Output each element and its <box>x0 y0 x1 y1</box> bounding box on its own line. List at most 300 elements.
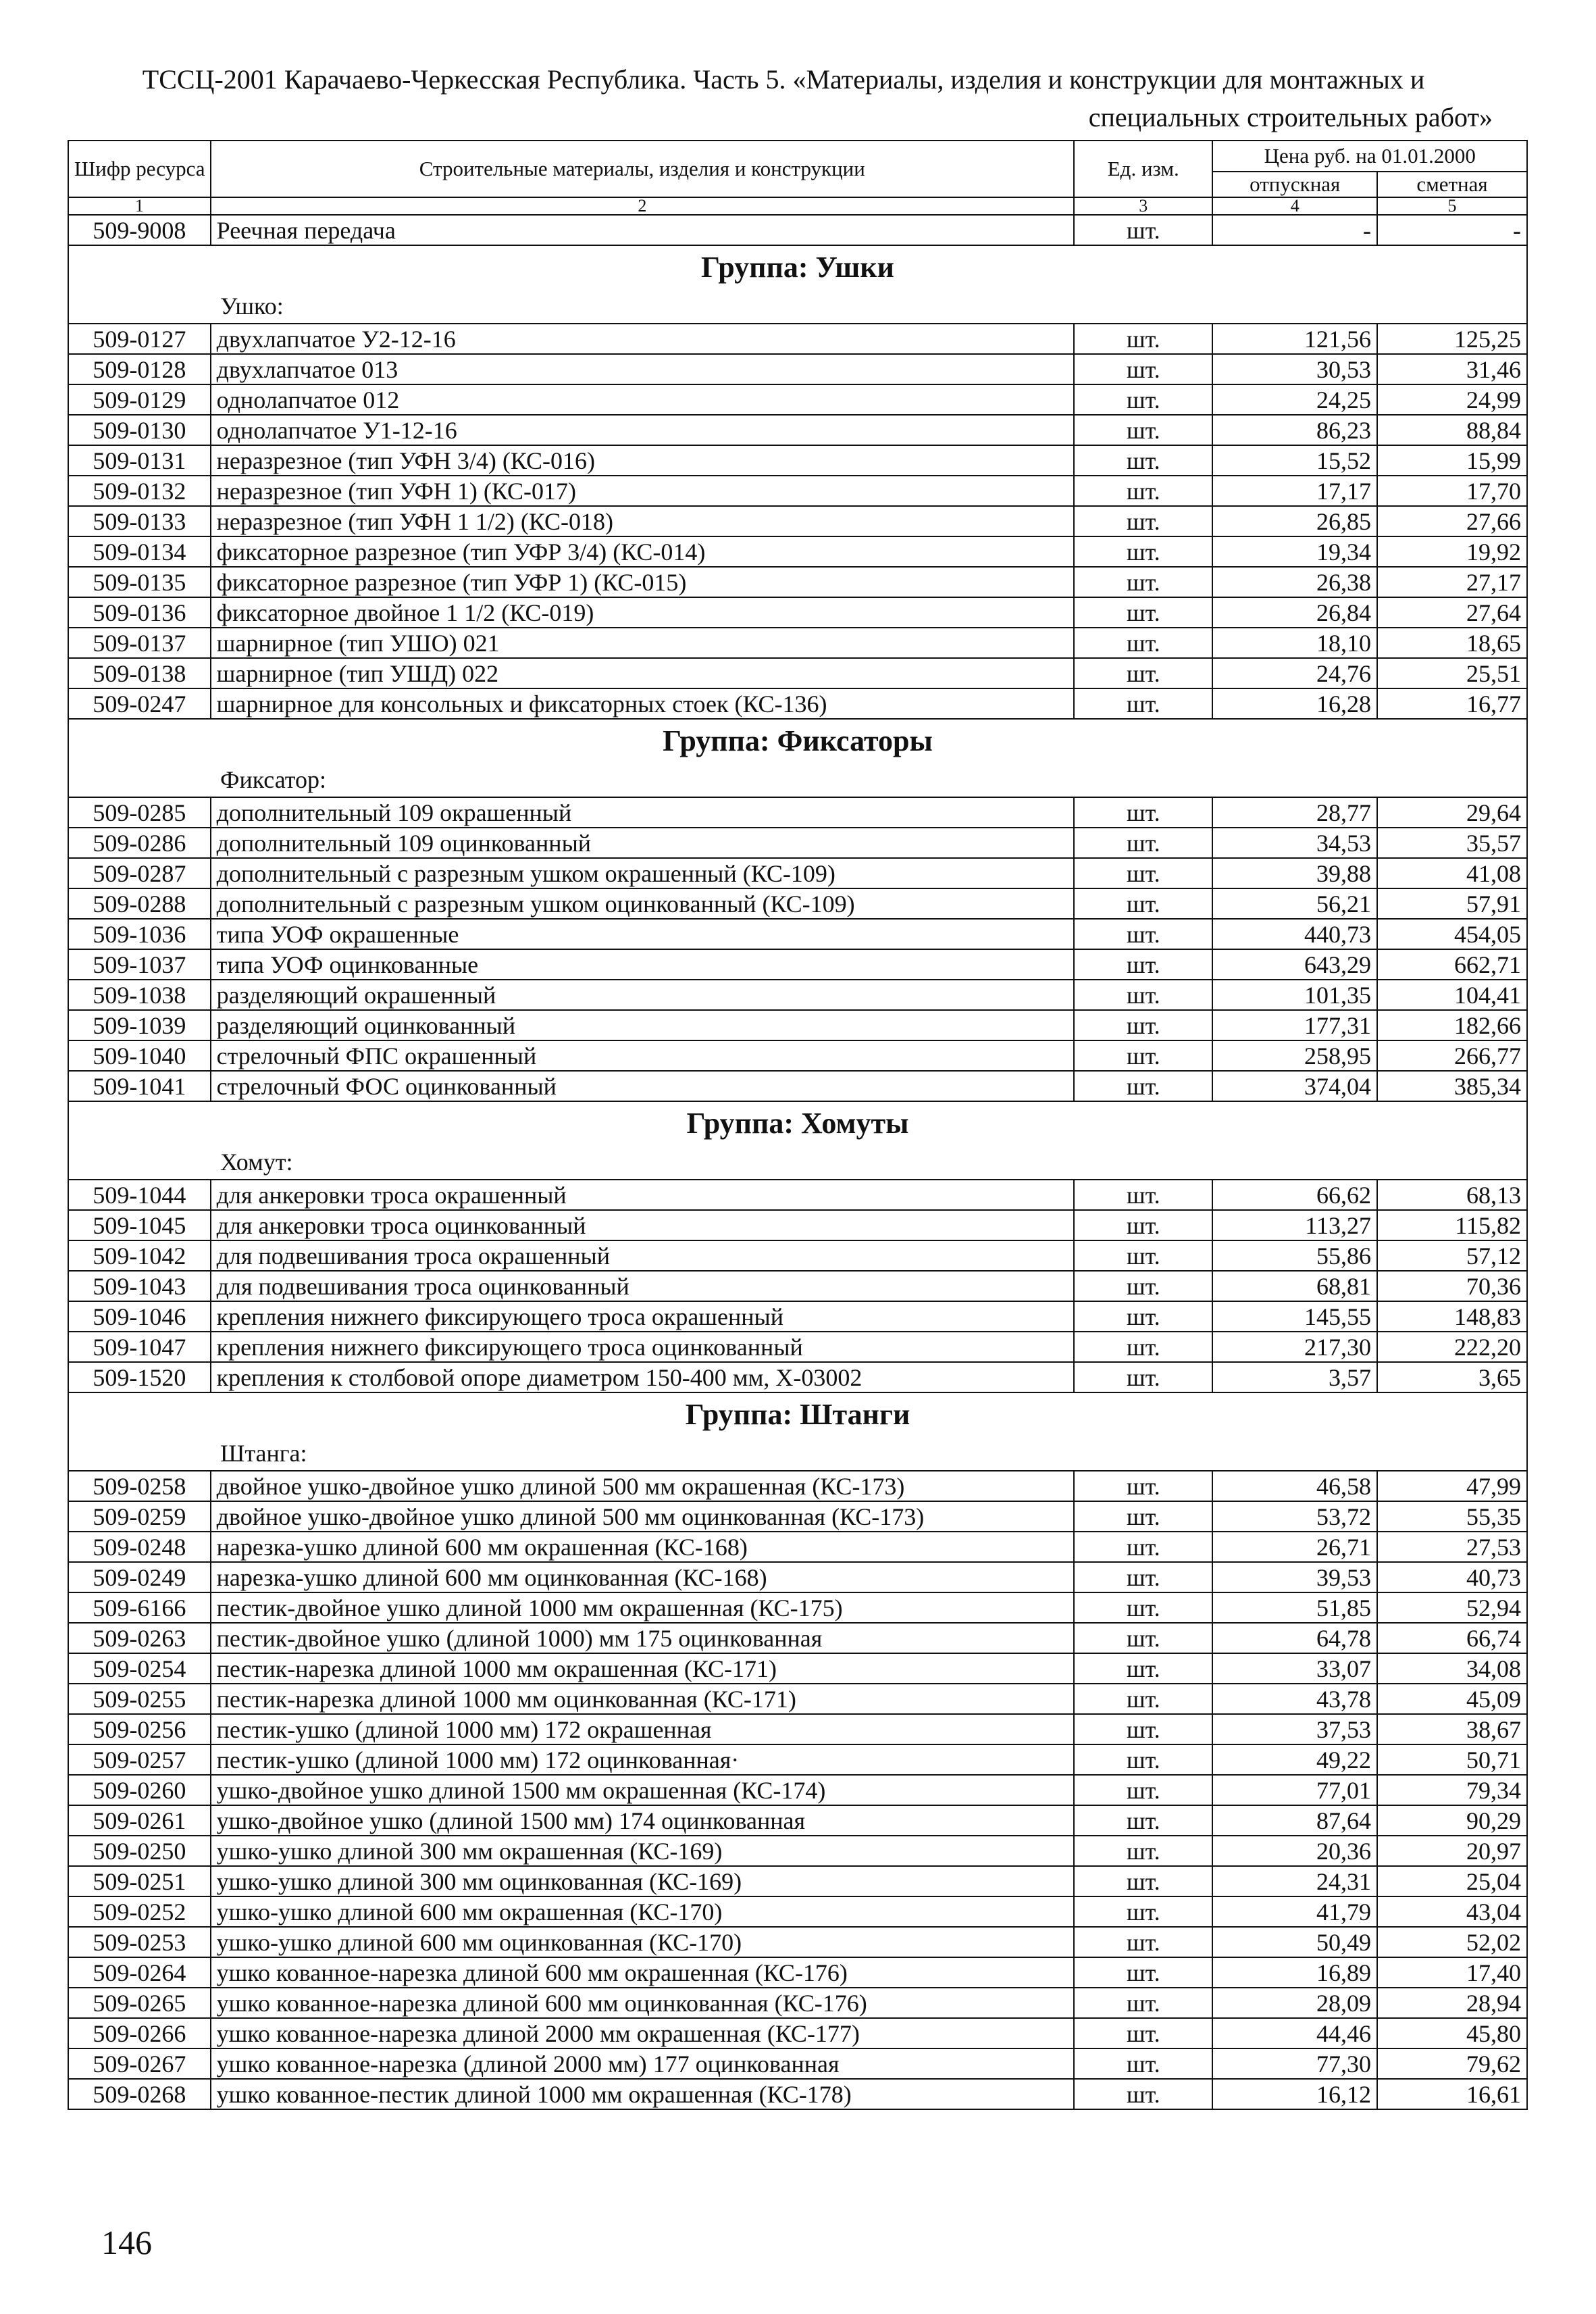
release-price: 77,01 <box>1212 1775 1377 1805</box>
estimate-price: 28,94 <box>1377 1988 1527 2018</box>
table-row <box>68 1071 1527 1101</box>
estimate-price: 27,17 <box>1377 567 1527 597</box>
estimate-price: 17,70 <box>1377 476 1527 506</box>
estimate-price: 47,99 <box>1377 1471 1527 1501</box>
resource-code: 509-1037 <box>68 949 211 980</box>
release-price: 64,78 <box>1212 1623 1377 1653</box>
estimate-price: 148,83 <box>1377 1301 1527 1332</box>
item-name: фиксаторное разрезное (тип УФР 1) (КС-015) <box>211 567 1074 597</box>
table-row <box>68 2048 1527 2079</box>
estimate-price: 24,99 <box>1377 384 1527 415</box>
estimate-price: 27,66 <box>1377 506 1527 536</box>
estimate-price: 90,29 <box>1377 1805 1527 1836</box>
estimate-price: 52,94 <box>1377 1592 1527 1623</box>
item-name: фиксаторное двойное 1 1/2 (КС-019) <box>211 597 1074 628</box>
resource-code: 509-0137 <box>68 628 211 658</box>
estimate-price: 15,99 <box>1377 445 1527 476</box>
release-price: 16,28 <box>1212 688 1377 719</box>
estimate-price: 35,57 <box>1377 828 1527 858</box>
release-price: 177,31 <box>1212 1010 1377 1040</box>
release-price: 113,27 <box>1212 1210 1377 1240</box>
release-price: 51,85 <box>1212 1592 1377 1623</box>
item-name: ушко кованное-нарезка длиной 600 мм окрашенная (КС-176) <box>211 1957 1074 1988</box>
header-price-release: отпускная <box>1212 172 1377 197</box>
release-price: 33,07 <box>1212 1653 1377 1684</box>
release-price: 15,52 <box>1212 445 1377 476</box>
item-name: стрелочный ФПС окрашенный <box>211 1040 1074 1071</box>
group-title: Группа: Штанги <box>68 1392 1527 1436</box>
unit: шт. <box>1074 1362 1213 1392</box>
resource-code: 509-0266 <box>68 2018 211 2048</box>
item-name: ушко кованное-пестик длиной 1000 мм окрашенная (КС-178) <box>211 2079 1074 2109</box>
estimate-price: 34,08 <box>1377 1653 1527 1684</box>
item-name: нарезка-ушко длиной 600 мм оцинкованная (КС-168) <box>211 1562 1074 1592</box>
unit: шт. <box>1074 1805 1213 1836</box>
item-name: пестик-двойное ушко длиной 1000 мм окрашенная (КС-175) <box>211 1592 1074 1623</box>
item-name: ушко кованное-нарезка (длиной 2000 мм) 177 оцинкованная <box>211 2048 1074 2079</box>
unit: шт. <box>1074 1210 1213 1240</box>
item-name: двухлапчатое 013 <box>211 354 1074 384</box>
estimate-price: 662,71 <box>1377 949 1527 980</box>
resource-code: 509-1039 <box>68 1010 211 1040</box>
unit: шт. <box>1074 658 1213 688</box>
estimate-price: - <box>1377 215 1527 245</box>
resource-code: 509-0255 <box>68 1684 211 1714</box>
release-price: 20,36 <box>1212 1836 1377 1866</box>
unit: шт. <box>1074 919 1213 949</box>
unit: шт. <box>1074 1180 1213 1210</box>
table-row <box>68 1592 1527 1623</box>
release-price: 26,84 <box>1212 597 1377 628</box>
resource-code: 509-1041 <box>68 1071 211 1101</box>
resource-code: 509-0131 <box>68 445 211 476</box>
table-row <box>68 1896 1527 1927</box>
resource-code: 509-1044 <box>68 1180 211 1210</box>
resource-code: 509-1047 <box>68 1332 211 1362</box>
unit: шт. <box>1074 1623 1213 1653</box>
table-row <box>68 828 1527 858</box>
item-name: фиксаторное разрезное (тип УФР 3/4) (КС-014) <box>211 536 1074 567</box>
release-price: 49,22 <box>1212 1744 1377 1775</box>
estimate-price: 27,64 <box>1377 597 1527 628</box>
release-price: 26,71 <box>1212 1532 1377 1562</box>
release-price: 217,30 <box>1212 1332 1377 1362</box>
unit: шт. <box>1074 384 1213 415</box>
unit: шт. <box>1074 536 1213 567</box>
item-name: шарнирное (тип УШД) 022 <box>211 658 1074 688</box>
release-price: 87,64 <box>1212 1805 1377 1836</box>
table-row <box>68 628 1527 658</box>
resource-code: 509-0134 <box>68 536 211 567</box>
unit: шт. <box>1074 1836 1213 1866</box>
unit: шт. <box>1074 1896 1213 1927</box>
resource-code: 509-1045 <box>68 1210 211 1240</box>
unit: шт. <box>1074 949 1213 980</box>
table-row <box>68 2018 1527 2048</box>
unit: шт. <box>1074 476 1213 506</box>
item-name: ушко-ушко длиной 600 мм оцинкованная (КС-170) <box>211 1927 1074 1957</box>
resource-code: 509-0263 <box>68 1623 211 1653</box>
unit: шт. <box>1074 1988 1213 2018</box>
estimate-price: 52,02 <box>1377 1927 1527 1957</box>
item-name: типа УОФ оцинкованные <box>211 949 1074 980</box>
release-price: 16,89 <box>1212 1957 1377 1988</box>
table-row <box>68 415 1527 445</box>
estimate-price: 45,80 <box>1377 2018 1527 2048</box>
release-price: 258,95 <box>1212 1040 1377 1071</box>
resource-code: 509-0129 <box>68 384 211 415</box>
resource-code: 509-0132 <box>68 476 211 506</box>
table-row <box>68 919 1527 949</box>
table-row <box>68 1988 1527 2018</box>
resource-code: 509-0248 <box>68 1532 211 1562</box>
table-row <box>68 1866 1527 1896</box>
item-name: дополнительный 109 окрашенный <box>211 797 1074 828</box>
unit: шт. <box>1074 1501 1213 1532</box>
item-name: разделяющий оцинкованный <box>211 1010 1074 1040</box>
unit: шт. <box>1074 1240 1213 1271</box>
estimate-price: 25,51 <box>1377 658 1527 688</box>
item-name: ушко кованное-нарезка длиной 2000 мм окрашенная (КС-177) <box>211 2018 1074 2048</box>
release-price: 34,53 <box>1212 828 1377 858</box>
release-price: 24,25 <box>1212 384 1377 415</box>
group-title: Группа: Фиксаторы <box>68 719 1527 763</box>
group-subtitle-row <box>68 1145 1527 1180</box>
estimate-price: 27,53 <box>1377 1532 1527 1562</box>
item-name: двухлапчатое У2-12-16 <box>211 324 1074 354</box>
table-row <box>68 1362 1527 1392</box>
resource-code: 509-0250 <box>68 1836 211 1866</box>
estimate-price: 57,91 <box>1377 888 1527 919</box>
resource-code: 509-6166 <box>68 1592 211 1623</box>
item-name: для подвешивания троса оцинкованный <box>211 1271 1074 1301</box>
price-table <box>68 140 1528 2110</box>
unit: шт. <box>1074 2079 1213 2109</box>
estimate-price: 43,04 <box>1377 1896 1527 1927</box>
release-price: 16,12 <box>1212 2079 1377 2109</box>
estimate-price: 19,92 <box>1377 536 1527 567</box>
release-price: 26,38 <box>1212 567 1377 597</box>
table-row <box>68 1836 1527 1866</box>
estimate-price: 16,61 <box>1377 2079 1527 2109</box>
group-header-row <box>68 1392 1527 1436</box>
group-subtitle: Фиксатор: <box>68 763 1527 797</box>
unit: шт. <box>1074 628 1213 658</box>
table-row <box>68 1775 1527 1805</box>
unit: шт. <box>1074 1653 1213 1684</box>
estimate-price: 18,65 <box>1377 628 1527 658</box>
item-name: крепления нижнего фиксирующего троса оцинкованный <box>211 1332 1074 1362</box>
item-name: шарнирное (тип УШО) 021 <box>211 628 1074 658</box>
release-price: 56,21 <box>1212 888 1377 919</box>
table-row <box>68 1684 1527 1714</box>
release-price: 50,49 <box>1212 1927 1377 1957</box>
estimate-price: 50,71 <box>1377 1744 1527 1775</box>
release-price: 24,31 <box>1212 1866 1377 1896</box>
column-number: 1 <box>68 197 211 215</box>
estimate-price: 66,74 <box>1377 1623 1527 1653</box>
resource-code: 509-0128 <box>68 354 211 384</box>
release-price: 3,57 <box>1212 1362 1377 1392</box>
table-row <box>68 1180 1527 1210</box>
table-row <box>68 445 1527 476</box>
estimate-price: 115,82 <box>1377 1210 1527 1240</box>
estimate-price: 182,66 <box>1377 1010 1527 1040</box>
release-price: 46,58 <box>1212 1471 1377 1501</box>
estimate-price: 104,41 <box>1377 980 1527 1010</box>
item-name: ушко-ушко длиной 600 мм окрашенная (КС-170) <box>211 1896 1074 1927</box>
unit: шт. <box>1074 688 1213 719</box>
resource-code: 509-0288 <box>68 888 211 919</box>
table-row <box>68 1332 1527 1362</box>
resource-code: 509-0264 <box>68 1957 211 1988</box>
resource-code: 509-0258 <box>68 1471 211 1501</box>
resource-code: 509-0268 <box>68 2079 211 2109</box>
estimate-price: 88,84 <box>1377 415 1527 445</box>
release-price: 28,09 <box>1212 1988 1377 2018</box>
unit: шт. <box>1074 1744 1213 1775</box>
resource-code: 509-0260 <box>68 1775 211 1805</box>
unit: шт. <box>1074 567 1213 597</box>
column-number: 2 <box>211 197 1074 215</box>
item-name: дополнительный с разрезным ушком оцинкованный (КС-109) <box>211 888 1074 919</box>
unit: шт. <box>1074 1562 1213 1592</box>
estimate-price: 3,65 <box>1377 1362 1527 1392</box>
unit: шт. <box>1074 2048 1213 2079</box>
unit: шт. <box>1074 858 1213 888</box>
resource-code: 509-0257 <box>68 1744 211 1775</box>
release-price: 39,53 <box>1212 1562 1377 1592</box>
column-number: 3 <box>1074 197 1213 215</box>
table-row <box>68 1805 1527 1836</box>
unit: шт. <box>1074 797 1213 828</box>
group-subtitle-row <box>68 763 1527 797</box>
table-row <box>68 215 1527 245</box>
unit: шт. <box>1074 506 1213 536</box>
release-price: 77,30 <box>1212 2048 1377 2079</box>
unit: шт. <box>1074 354 1213 384</box>
estimate-price: 17,40 <box>1377 1957 1527 1988</box>
estimate-price: 222,20 <box>1377 1332 1527 1362</box>
column-number: 4 <box>1212 197 1377 215</box>
estimate-price: 29,64 <box>1377 797 1527 828</box>
resource-code: 509-0265 <box>68 1988 211 2018</box>
item-name: стрелочный ФОС оцинкованный <box>211 1071 1074 1101</box>
table-row <box>68 1957 1527 1988</box>
unit: шт. <box>1074 1471 1213 1501</box>
group-header-row <box>68 1101 1527 1145</box>
resource-code: 509-0249 <box>68 1562 211 1592</box>
table-row <box>68 1623 1527 1653</box>
table-row <box>68 354 1527 384</box>
release-price: 18,10 <box>1212 628 1377 658</box>
release-price: 374,04 <box>1212 1071 1377 1101</box>
item-name: ушко кованное-нарезка длиной 600 мм оцинкованная (КС-176) <box>211 1988 1074 2018</box>
table-row <box>68 888 1527 919</box>
item-name: крепления к столбовой опоре диаметром 150-400 мм, Х-03002 <box>211 1362 1074 1392</box>
unit: шт. <box>1074 1927 1213 1957</box>
unit: шт. <box>1074 1866 1213 1896</box>
release-price: 121,56 <box>1212 324 1377 354</box>
release-price: 440,73 <box>1212 919 1377 949</box>
unit: шт. <box>1074 1040 1213 1071</box>
group-subtitle-row <box>68 289 1527 324</box>
item-name: однолапчатое 012 <box>211 384 1074 415</box>
table-row <box>68 658 1527 688</box>
group-header-row <box>68 719 1527 763</box>
item-name: пестик-нарезка длиной 1000 мм окрашенная (КС-171) <box>211 1653 1074 1684</box>
table-row <box>68 2079 1527 2109</box>
group-title: Группа: Хомуты <box>68 1101 1527 1145</box>
unit: шт. <box>1074 1271 1213 1301</box>
item-name: ушко-ушко длиной 300 мм оцинкованная (КС-169) <box>211 1866 1074 1896</box>
unit: шт. <box>1074 980 1213 1010</box>
release-price: 68,81 <box>1212 1271 1377 1301</box>
item-name: типа УОФ окрашенные <box>211 919 1074 949</box>
group-subtitle: Ушко: <box>68 289 1527 324</box>
unit: шт. <box>1074 1684 1213 1714</box>
item-name: однолапчатое У1-12-16 <box>211 415 1074 445</box>
unit: шт. <box>1074 1775 1213 1805</box>
header-name: Строительные материалы, изделия и конструкции <box>211 141 1074 197</box>
estimate-price: 79,34 <box>1377 1775 1527 1805</box>
page-number: 146 <box>101 2223 152 2261</box>
document-title <box>68 61 1499 136</box>
item-name: разделяющий окрашенный <box>211 980 1074 1010</box>
resource-code: 509-1040 <box>68 1040 211 1071</box>
table-row <box>68 1532 1527 1562</box>
item-name: крепления нижнего фиксирующего троса окрашенный <box>211 1301 1074 1332</box>
release-price: 43,78 <box>1212 1684 1377 1714</box>
table-row <box>68 1927 1527 1957</box>
estimate-price: 55,35 <box>1377 1501 1527 1532</box>
estimate-price: 70,36 <box>1377 1271 1527 1301</box>
resource-code: 509-0261 <box>68 1805 211 1836</box>
table-row <box>68 688 1527 719</box>
resource-code: 509-0285 <box>68 797 211 828</box>
release-price: 19,34 <box>1212 536 1377 567</box>
release-price: 26,85 <box>1212 506 1377 536</box>
table-row <box>68 536 1527 567</box>
item-name: для анкеровки троса окрашенный <box>211 1180 1074 1210</box>
table-row <box>68 1653 1527 1684</box>
unit: шт. <box>1074 415 1213 445</box>
table-row <box>68 506 1527 536</box>
resource-code: 509-0254 <box>68 1653 211 1684</box>
table-row <box>68 1301 1527 1332</box>
unit: шт. <box>1074 597 1213 628</box>
estimate-price: 385,34 <box>1377 1071 1527 1101</box>
header-unit: Ед. изм. <box>1074 141 1213 197</box>
item-name: Реечная передача <box>211 215 1074 245</box>
item-name: дополнительный с разрезным ушком окрашенный (КС-109) <box>211 858 1074 888</box>
table-row <box>68 1210 1527 1240</box>
table-row <box>68 1501 1527 1532</box>
item-name: неразрезное (тип УФН 1 1/2) (КС-018) <box>211 506 1074 536</box>
item-name: для анкеровки троса оцинкованный <box>211 1210 1074 1240</box>
resource-code: 509-1043 <box>68 1271 211 1301</box>
item-name: пестик-нарезка длиной 1000 мм оцинкованная (КС-171) <box>211 1684 1074 1714</box>
release-price: 41,79 <box>1212 1896 1377 1927</box>
table-header-row <box>68 141 1527 172</box>
column-number: 5 <box>1377 197 1527 215</box>
estimate-price: 454,05 <box>1377 919 1527 949</box>
unit: шт. <box>1074 1532 1213 1562</box>
unit: шт. <box>1074 1714 1213 1744</box>
table-row <box>68 597 1527 628</box>
item-name: для подвешивания троса окрашенный <box>211 1240 1074 1271</box>
item-name: ушко-двойное ушко (длиной 1500 мм) 174 оцинкованная <box>211 1805 1074 1836</box>
table-row <box>68 1714 1527 1744</box>
item-name: пестик-ушко (длиной 1000 мм) 172 оцинкованная· <box>211 1744 1074 1775</box>
item-name: нарезка-ушко длиной 600 мм окрашенная (КС-168) <box>211 1532 1074 1562</box>
group-title: Группа: Ушки <box>68 245 1527 289</box>
resource-code: 509-0287 <box>68 858 211 888</box>
table-row <box>68 858 1527 888</box>
resource-code: 509-0130 <box>68 415 211 445</box>
release-price: 101,35 <box>1212 980 1377 1010</box>
release-price: 86,23 <box>1212 415 1377 445</box>
resource-code: 509-0247 <box>68 688 211 719</box>
release-price: 44,46 <box>1212 2018 1377 2048</box>
table-row <box>68 980 1527 1010</box>
resource-code: 509-0136 <box>68 597 211 628</box>
table-row <box>68 1040 1527 1071</box>
table-row <box>68 1744 1527 1775</box>
header-code: Шифр ресурса <box>68 141 211 197</box>
release-price: 17,17 <box>1212 476 1377 506</box>
item-name: ушко-двойное ушко длиной 1500 мм окрашенная (КС-174) <box>211 1775 1074 1805</box>
unit: шт. <box>1074 445 1213 476</box>
estimate-price: 266,77 <box>1377 1040 1527 1071</box>
resource-code: 509-1036 <box>68 919 211 949</box>
resource-code: 509-0133 <box>68 506 211 536</box>
release-price: 66,62 <box>1212 1180 1377 1210</box>
unit: шт. <box>1074 1592 1213 1623</box>
release-price: 145,55 <box>1212 1301 1377 1332</box>
release-price: 30,53 <box>1212 354 1377 384</box>
unit: шт. <box>1074 1957 1213 1988</box>
table-row <box>68 1471 1527 1501</box>
column-numbers-row <box>68 197 1527 215</box>
release-price: 28,77 <box>1212 797 1377 828</box>
resource-code: 509-1038 <box>68 980 211 1010</box>
resource-code: 509-9008 <box>68 215 211 245</box>
title-line-2: специальных строительных работ» <box>1088 102 1493 132</box>
table-row <box>68 476 1527 506</box>
table-row <box>68 567 1527 597</box>
group-header-row <box>68 245 1527 289</box>
resource-code: 509-1520 <box>68 1362 211 1392</box>
item-name: ушко-ушко длиной 300 мм окрашенная (КС-169) <box>211 1836 1074 1866</box>
release-price: 24,76 <box>1212 658 1377 688</box>
release-price: - <box>1212 215 1377 245</box>
unit: шт. <box>1074 215 1213 245</box>
item-name: дополнительный 109 оцинкованный <box>211 828 1074 858</box>
estimate-price: 125,25 <box>1377 324 1527 354</box>
unit: шт. <box>1074 2018 1213 2048</box>
item-name: пестик-ушко (длиной 1000 мм) 172 окрашенная <box>211 1714 1074 1744</box>
estimate-price: 40,73 <box>1377 1562 1527 1592</box>
release-price: 55,86 <box>1212 1240 1377 1271</box>
table-row <box>68 1271 1527 1301</box>
estimate-price: 38,67 <box>1377 1714 1527 1744</box>
resource-code: 509-0267 <box>68 2048 211 2079</box>
estimate-price: 68,13 <box>1377 1180 1527 1210</box>
item-name: шарнирное для консольных и фиксаторных стоек (КС-136) <box>211 688 1074 719</box>
table-row <box>68 797 1527 828</box>
estimate-price: 31,46 <box>1377 354 1527 384</box>
